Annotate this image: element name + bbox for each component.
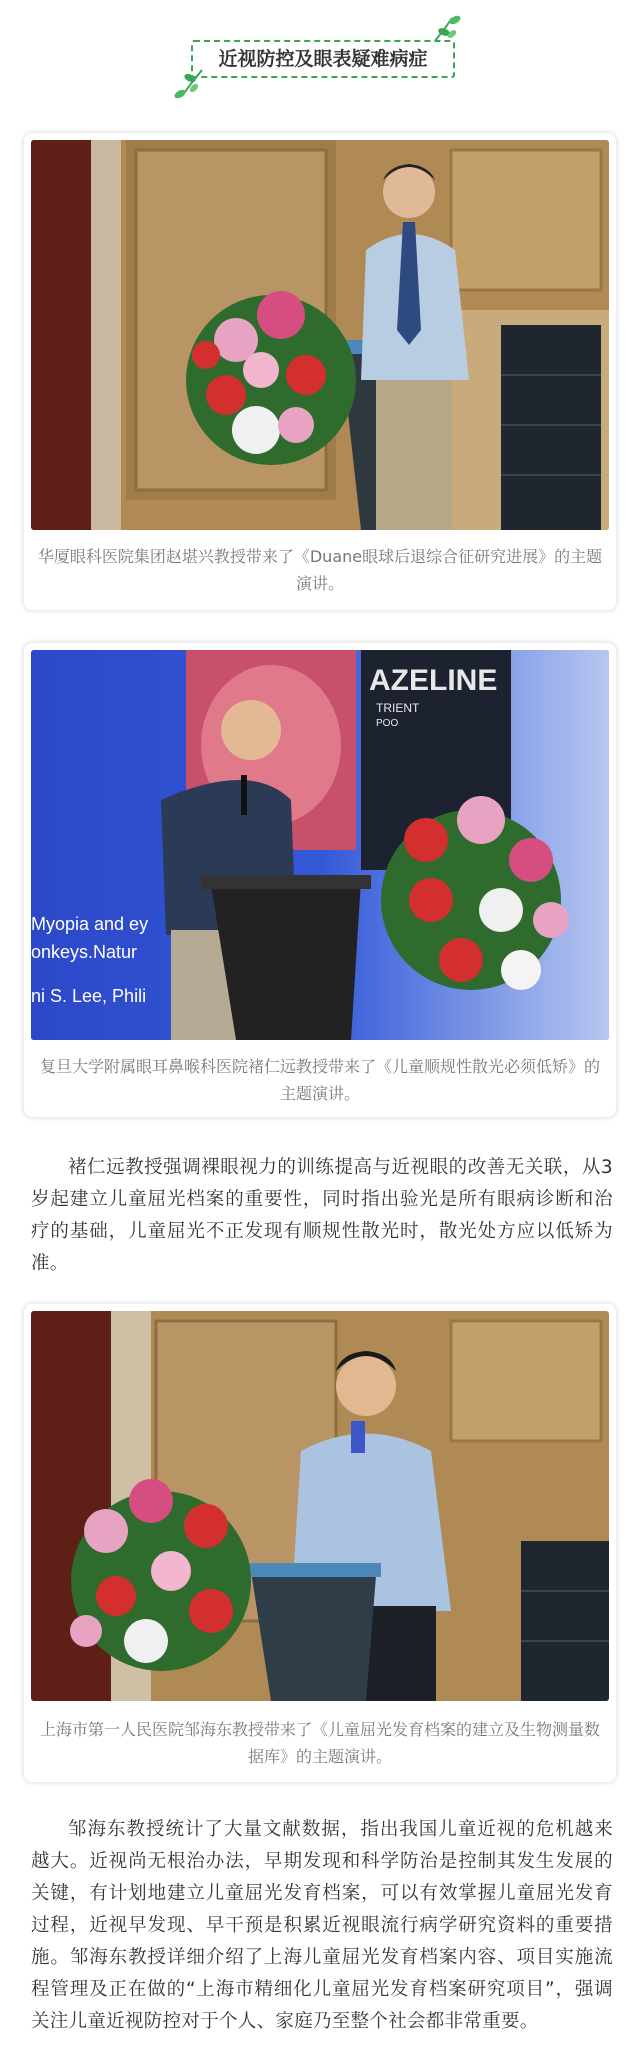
slide-text-sub: TRIENT [376,701,420,715]
slide-text-line3: ni S. Lee, Phili [31,986,147,1006]
body-paragraph-2: 邹海东教授统计了大量文献数据，指出我国儿童近视的危机越来越大。近视尚无根治办法，早期发现和科学防治是控制其发生发展的关键，有计划地建立儿童屈光发育档案，可以有效掌握儿童屈光发育过程，近视早发现、早干预是积累近视眼流行病学研究资料的重要措施。邹海东教授详细介绍了上海儿童屈光发育档案内容、项目实施流程管理及正在做的“上海市精细化儿童屈光发育档案研究项目”，强调关注儿童近视防控对于个人、家庭乃至整个社会都非常重要。 [31,1819,613,2032]
body-paragraph-1: 褚仁远教授强调裸眼视力的训练提高与近视眼的改善无关联，从3岁起建立儿童屈光档案的重要性，同时指出验光是所有眼病诊断和治疗的基础，儿童屈光不正发现有顺规性散光时，散光处方应以低矫为准。 [31,1157,613,1274]
photo-caption-2: 复旦大学附属眼耳鼻喉科医院褚仁远教授带来了《儿童顺规性散光必须低矫》的主题演讲。 [39,1057,600,1103]
photo-card-2 [24,643,616,1117]
slide-text-sub2: POO [376,718,399,729]
photo-caption-3: 上海市第一人民医院邹海东教授带来了《儿童屈光发育档案的建立及生物测量数据库》的主题演讲。 [39,1720,600,1766]
page-title: 近视防控及眼表疑难病症 [191,40,455,78]
photo-card-3 [24,1304,616,1782]
slide-text-brand: AZELINE [369,664,498,697]
slide-text-line1: Myopia and ey [31,914,149,934]
speaker-photo-3[interactable] [31,1311,609,1701]
slide-text-line2: onkeys.Natur [31,942,138,962]
speaker-photo-1[interactable] [31,140,609,530]
photo-card-1 [24,133,616,610]
leaf-bottom-left-icon [170,66,206,100]
section-header [0,0,640,100]
photo-caption-1: 华厦眼科医院集团赵堪兴教授带来了《Duane眼球后退综合征研究进展》的主题演讲。 [37,547,603,593]
speaker-photo-2[interactable] [31,650,609,1040]
